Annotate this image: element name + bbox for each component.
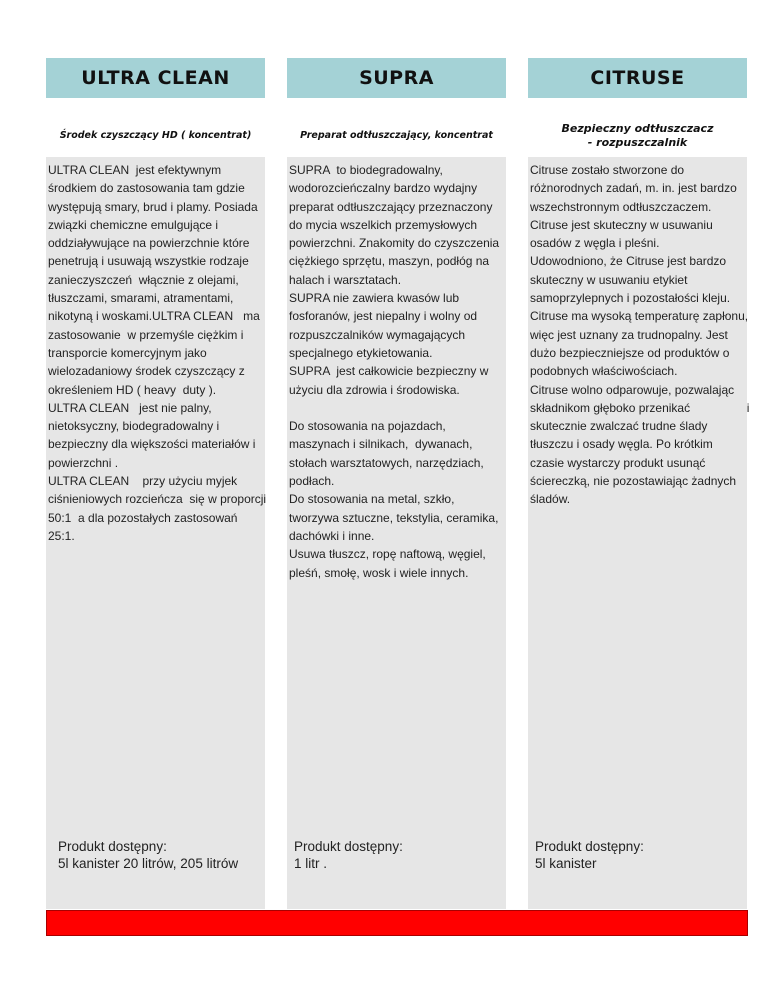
description-line: zastosowanie w przemyśle ciężkim i — [48, 327, 244, 342]
header-ultra-clean-label: ULTRA CLEAN — [81, 67, 230, 89]
description-line: Do stosowania na pojazdach, — [289, 419, 446, 434]
description-line: występują smary, brud i plamy. Posiada — [48, 199, 258, 214]
description-line: rozpuszczalników wymagających — [289, 327, 466, 342]
description-line: ULTRA CLEAN jest efektywnym — [48, 163, 222, 177]
description-line: halach i warsztatach. — [289, 272, 402, 287]
subtitle-ultra-clean — [46, 118, 265, 154]
subtitle-line: Środek czyszczący HD ( koncentrat) — [59, 130, 252, 141]
description-ultra-clean — [48, 161, 267, 545]
description-line: ciężkiego sprzętu, maszyn, podłóg na — [289, 254, 490, 269]
description-line: Citruse ma wysoką temperaturę zapłonu, — [530, 309, 749, 324]
header-supra-label: SUPRA — [359, 67, 434, 89]
column-supra — [287, 157, 506, 909]
description-line: wszechstronnym odtłuszczaczem. — [530, 199, 712, 214]
description-line: SUPRA jest całkowicie bezpieczny w — [289, 364, 489, 379]
subtitle-citruse — [528, 118, 747, 154]
description-line: podłach. — [289, 474, 335, 489]
availability-citruse — [535, 838, 644, 872]
description-line: Citruse wolno odparowuje, pozwalając — [530, 382, 735, 397]
description-line: Citruse zostało stworzone do — [530, 163, 685, 177]
availability-value: 1 litr . — [294, 856, 328, 871]
description-line: powierzchni. Znakomity do czyszczenia — [289, 236, 500, 251]
subtitle-line: Preparat odtłuszczający, koncentrat — [300, 130, 493, 141]
description-line: bezpieczny dla większości materiałów i — [48, 437, 256, 452]
description-line: fosforanów, jest niepalny i wolny od — [289, 309, 478, 324]
description-line: śladów. — [530, 492, 571, 507]
description-line: Usuwa tłuszcz, ropę naftową, węgiel, — [289, 547, 486, 562]
description-line: Citruse jest skuteczny w usuwaniu — [530, 217, 713, 232]
availability-value: 5l kanister 20 litrów, 205 litrów — [58, 856, 239, 871]
footer-bar — [46, 910, 748, 936]
description-line: 50:1 a dla pozostałych zastosowań — [48, 510, 238, 525]
description-line: związki chemiczne emulgujące i — [48, 217, 219, 232]
description-line: do mycia wszelkich przemysłowych — [289, 217, 478, 232]
subtitle-line: Bezpieczny odtłuszczacz — [561, 122, 714, 135]
subtitle-line: - rozpuszczalnik — [587, 136, 688, 149]
availability-label: Produkt dostępny: — [294, 839, 403, 854]
description-line: nietoksyczny, biodegradowalny i — [48, 419, 220, 434]
description-line: Udowodniono, że Citruse jest bardzo — [530, 254, 727, 269]
description-line: skuteczny w usuwaniu etykiet — [530, 272, 688, 287]
description-line: transporcie komercyjnym jako — [48, 345, 207, 360]
description-line: samoprzylepnych i pozostałości kleju. — [530, 291, 731, 306]
description-line: preparat odtłuszczający przeznaczony — [289, 199, 493, 214]
description-line: specjalnego etykietowania. — [289, 345, 433, 360]
description-line: skutecznie zwalczać trudne ślady — [530, 419, 708, 434]
description-line: różnorodnych zadań, m. in. jest bardzo — [530, 181, 737, 196]
column-citruse — [528, 157, 750, 909]
description-supra — [289, 161, 504, 582]
description-line: 25:1. — [48, 528, 75, 543]
description-line: oddziaływujące na powierzchnie które — [48, 236, 250, 251]
description-line: ULTRA CLEAN przy użyciu myjek — [48, 474, 238, 489]
description-line: pleśń, smołę, wosk i wiele innych. — [289, 565, 469, 580]
description-line: dużo bezpieczniejsze od produktów o — [530, 345, 730, 360]
column-ultra-clean — [46, 157, 265, 909]
description-line: zanieczyszczeń włącznie z olejami, — [48, 272, 239, 287]
header-ultra-clean — [46, 58, 265, 98]
availability-label: Produkt dostępny: — [535, 839, 644, 854]
description-line: ciśnieniowych rozcieńcza się w proporcji — [48, 492, 267, 507]
description-line: maszynach i silnikach, dywanach, — [289, 437, 473, 452]
availability-value: 5l kanister — [535, 856, 597, 871]
description-line: środkiem do zastosowania tam gdzie — [48, 181, 245, 196]
description-line: dachówki i inne. — [289, 528, 375, 543]
description-line: podobnych właściwościach. — [530, 364, 678, 379]
description-line: tłuszczu i osady węgla. Po krótkim — [530, 437, 713, 452]
availability-ultra-clean — [58, 838, 238, 872]
description-line: stołach warsztatowych, narzędziach, — [289, 455, 484, 470]
description-line: więc jest uznany za trudnopalny. Jest — [530, 327, 728, 342]
header-citruse — [528, 58, 747, 98]
description-line: ULTRA CLEAN jest nie palny, — [48, 400, 212, 415]
description-line: Do stosowania na metal, szkło, — [289, 492, 455, 507]
paragraph-gap — [289, 399, 504, 417]
header-supra — [287, 58, 506, 98]
availability-supra — [294, 838, 403, 872]
description-line: nikotyną i woskami.ULTRA CLEAN ma — [48, 309, 260, 324]
description-line: SUPRA nie zawiera kwasów lub — [289, 291, 460, 306]
description-line: penetrują i usuwają wszystkie rodzaje — [48, 254, 249, 269]
availability-label: Produkt dostępny: — [58, 839, 167, 854]
header-citruse-label: CITRUSE — [590, 67, 685, 89]
description-line: tworzywa sztuczne, tekstylia, ceramika, — [289, 510, 499, 525]
description-line: SUPRA to biodegradowalny, — [289, 163, 443, 177]
description-line: określeniem HD ( heavy duty ). — [48, 382, 217, 397]
description-line: czasie wystarczy produkt usunąć — [530, 455, 706, 470]
description-line: składnikom głęboko przenikać i — [530, 400, 750, 415]
description-line: ściereczką, nie pozostawiając żadnych — [530, 474, 737, 489]
description-line: osadów z węgla i pleśni. — [530, 236, 660, 251]
description-line: tłuszczami, smarami, atramentami, — [48, 291, 234, 306]
subtitle-supra — [287, 118, 506, 154]
description-line: powierzchni . — [48, 455, 119, 470]
description-line: wielozadaniowy środek czyszczący z — [48, 364, 245, 379]
description-citruse — [530, 161, 750, 509]
description-line: wodorozcieńczalny bardzo wydajny — [289, 181, 478, 196]
description-line: użyciu dla zdrowia i środowiska. — [289, 382, 460, 397]
